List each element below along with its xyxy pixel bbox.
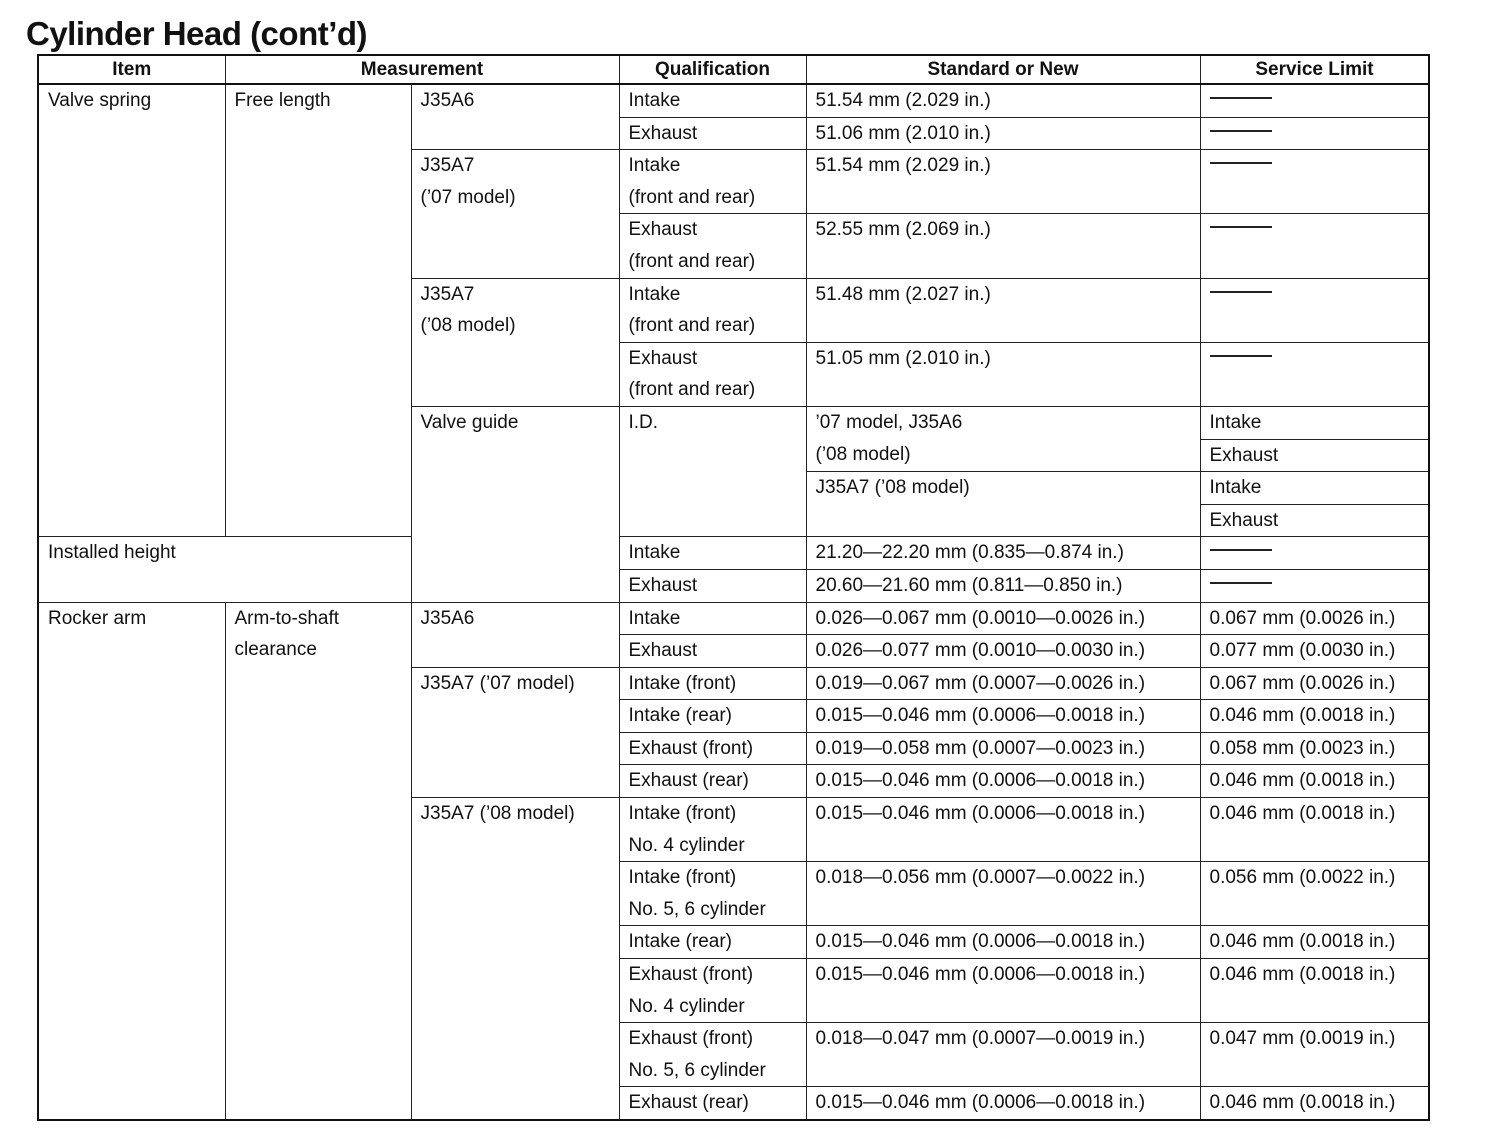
qualification-cell: Intake (rear) [619,926,806,959]
standard-cell: 52.55 mm (2.069 in.) [806,214,1200,278]
qualification-line: Exhaust [628,219,698,241]
service-limit-cell [1200,214,1429,278]
header-item: Item [38,55,225,84]
not-applicable-dash [1210,226,1272,228]
measurement-id: I.D. [619,406,806,536]
page-title: Cylinder Head (cont’d) [26,15,368,52]
qualification-line: (front and rear) [628,315,756,337]
item-rocker-arm: Rocker arm [38,602,225,1120]
standard-cell: 0.015—0.046 mm (0.0006—0.0018 in.) [806,765,1200,798]
standard-cell: 0.019—0.067 mm (0.0007—0.0026 in.) [806,667,1200,700]
standard-cell: 0.015—0.046 mm (0.0006—0.0018 in.) [806,959,1200,1023]
qualification-cell: Intake [1200,406,1429,439]
service-limit-cell: 0.046 mm (0.0018 in.) [1200,798,1429,862]
service-limit-cell [1200,150,1429,214]
not-applicable-dash [1210,130,1272,132]
engine-vg-07 [806,406,1200,471]
qualification-line: No. 4 cylinder [628,995,745,1017]
engine-line: (’07 model) [420,186,516,208]
engine-j35a7-07 [411,150,619,278]
engine-ra-j35a7-07: J35A7 (’07 model) [411,667,619,797]
qualification-cell: Exhaust [1200,439,1429,472]
standard-cell: 0.026—0.067 mm (0.0010—0.0026 in.) [806,602,1200,635]
service-limit-cell [1200,569,1429,602]
qualification-line: No. 5, 6 cylinder [628,898,766,920]
not-applicable-dash [1210,162,1272,164]
qualification-line: Exhaust [628,347,698,369]
qualification-line: Intake [628,155,681,177]
qualification-cell: Exhaust [619,117,806,150]
item-valve-guide: Valve guide [411,406,619,602]
qualification-line: Intake (front) [628,867,737,889]
qualification-cell [619,959,806,1023]
service-limit-cell [1200,84,1429,117]
qualification-cell: Exhaust [1200,504,1429,537]
measurement-free-length: Free length [225,84,411,537]
spec-table [37,54,1430,1121]
qualification-cell: Exhaust (front) [619,732,806,765]
qualification-cell: Exhaust [619,569,806,602]
standard-cell: 51.06 mm (2.010 in.) [806,117,1200,150]
service-limit-cell: 0.056 mm (0.0022 in.) [1200,862,1429,926]
standard-cell: 0.018—0.056 mm (0.0007—0.0022 in.) [806,862,1200,926]
standard-cell: 0.015—0.046 mm (0.0006—0.0018 in.) [806,700,1200,733]
qualification-cell: Intake [619,602,806,635]
engine-line: J35A7 [420,155,475,177]
qualification-cell: Exhaust [619,635,806,668]
table-header-row [38,55,1429,84]
service-limit-cell: 0.046 mm (0.0018 in.) [1200,765,1429,798]
qualification-cell [619,1023,806,1087]
header-standard: Standard or New [806,55,1200,84]
qualification-cell: Intake [619,537,806,570]
qualification-line: Exhaust (front) [628,1028,754,1050]
qualification-cell [619,798,806,862]
service-limit-cell: 0.067 mm (0.0026 in.) [1200,667,1429,700]
standard-cell: 0.026—0.077 mm (0.0010—0.0030 in.) [806,635,1200,668]
table-row [38,602,1429,635]
not-applicable-dash [1210,549,1272,551]
engine-vg-j35a7-08: J35A7 (’08 model) [806,472,1200,537]
service-limit-cell: 0.058 mm (0.0023 in.) [1200,732,1429,765]
not-applicable-dash [1210,355,1272,357]
table-row [38,537,1429,570]
engine-ra-j35a7-08: J35A7 (’08 model) [411,798,619,1120]
standard-cell: 0.019—0.058 mm (0.0007—0.0023 in.) [806,732,1200,765]
service-limit-cell: 0.046 mm (0.0018 in.) [1200,1087,1429,1120]
qualification-line: Exhaust (front) [628,964,754,986]
standard-cell: 20.60—21.60 mm (0.811—0.850 in.) [806,569,1200,602]
standard-cell: 0.018—0.047 mm (0.0007—0.0019 in.) [806,1023,1200,1087]
standard-cell: 51.48 mm (2.027 in.) [806,278,1200,342]
engine-j35a7-08 [411,278,619,406]
standard-cell: 0.015—0.046 mm (0.0006—0.0018 in.) [806,926,1200,959]
table-row [38,84,1429,117]
standard-cell: 51.05 mm (2.010 in.) [806,342,1200,406]
engine-j35a6: J35A6 [411,84,619,150]
standard-cell: 0.015—0.046 mm (0.0006—0.0018 in.) [806,798,1200,862]
service-limit-cell [1200,117,1429,150]
qualification-cell: Intake [1200,472,1429,505]
qualification-line: No. 5, 6 cylinder [628,1059,766,1081]
service-limit-cell: 0.067 mm (0.0026 in.) [1200,602,1429,635]
engine-line: ’07 model, J35A6 [815,411,963,433]
header-service-limit: Service Limit [1200,55,1429,84]
service-limit-cell [1200,537,1429,570]
item-valve-spring: Valve spring [38,84,225,537]
measurement-installed-height: Installed height [38,537,411,602]
qualification-line: (front and rear) [628,250,756,272]
not-applicable-dash [1210,291,1272,293]
qualification-line: Intake [628,283,681,305]
not-applicable-dash [1210,582,1272,584]
standard-cell: 0.015—0.046 mm (0.0006—0.0018 in.) [806,1087,1200,1120]
qualification-cell [619,150,806,214]
service-limit-cell: 0.077 mm (0.0030 in.) [1200,635,1429,668]
measurement-line: Arm-to-shaft [234,607,340,629]
qualification-line: Intake (front) [628,803,737,825]
service-limit-cell: 0.046 mm (0.0018 in.) [1200,926,1429,959]
header-qualification: Qualification [619,55,806,84]
service-limit-cell: 0.047 mm (0.0019 in.) [1200,1023,1429,1087]
header-measurement: Measurement [225,55,619,84]
standard-cell: 21.20—22.20 mm (0.835—0.874 in.) [806,537,1200,570]
qualification-cell: Intake [619,84,806,117]
standard-cell: 51.54 mm (2.029 in.) [806,84,1200,117]
qualification-cell: Intake (rear) [619,700,806,733]
engine-line: (’08 model) [420,315,516,337]
not-applicable-dash [1210,97,1272,99]
standard-cell: 51.54 mm (2.029 in.) [806,150,1200,214]
qualification-cell: Exhaust (rear) [619,765,806,798]
engine-line: J35A7 [420,283,475,305]
qualification-line: No. 4 cylinder [628,834,745,856]
qualification-cell [619,342,806,406]
qualification-cell [619,214,806,278]
service-limit-cell: 0.046 mm (0.0018 in.) [1200,700,1429,733]
service-limit-cell [1200,342,1429,406]
qualification-cell: Exhaust (rear) [619,1087,806,1120]
engine-line: (’08 model) [815,443,911,465]
qualification-line: (front and rear) [628,186,756,208]
qualification-cell: Intake (front) [619,667,806,700]
measurement-arm-to-shaft [225,602,411,1120]
service-limit-cell [1200,278,1429,342]
service-limit-cell: 0.046 mm (0.0018 in.) [1200,959,1429,1023]
measurement-line: clearance [234,639,317,661]
engine-ra-j35a6: J35A6 [411,602,619,667]
qualification-line: (front and rear) [628,379,756,401]
qualification-cell [619,278,806,342]
qualification-cell [619,862,806,926]
